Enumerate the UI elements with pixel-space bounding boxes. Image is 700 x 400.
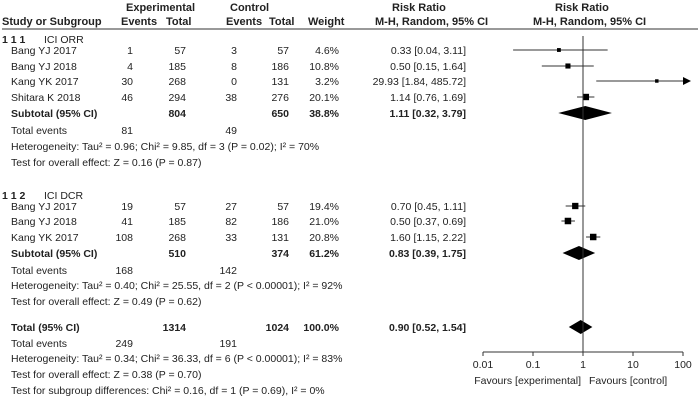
plot-area <box>473 36 692 387</box>
total-ctrl-total: 1024 <box>265 322 289 334</box>
subgroup-number: 1 1 2 <box>2 190 26 202</box>
ctrl-total: 276 <box>271 92 289 104</box>
subtotal-weight: 38.8% <box>309 108 339 120</box>
exp-events: 1 <box>127 45 133 57</box>
total-overall-effect-text: Test for overall effect: Z = 0.38 (P = 0.70) <box>11 369 202 381</box>
exp-total: 57 <box>174 201 186 213</box>
subtotal-risk-ratio-ci: 1.11 [0.32, 3.79] <box>389 108 466 120</box>
header-plot-method: M-H, Random, 95% CI <box>533 16 647 28</box>
study-name: Kang YK 2017 <box>11 76 79 88</box>
risk-ratio-ci: 1.60 [1.15, 2.22] <box>390 232 466 244</box>
study-name: Bang YJ 2018 <box>11 216 77 228</box>
x-tick-label: 0.01 <box>472 359 494 371</box>
subtotal-diamond <box>558 106 612 120</box>
exp-events: 41 <box>121 216 133 228</box>
subgroup-differences-text: Test for subgroup differences: Chi² = 0.16, df = 1 (P = 0.69), I² = 0% <box>11 385 325 397</box>
header-risk-ratio-plot: Risk Ratio <box>555 2 609 14</box>
exp-events: 19 <box>121 201 133 213</box>
total-exp-total: 1314 <box>162 322 186 334</box>
study-point <box>565 63 570 68</box>
total-weight: 100.0% <box>303 322 339 334</box>
header-weight: Weight <box>308 16 345 28</box>
ctrl-events: 27 <box>225 201 237 213</box>
study-point <box>655 79 658 82</box>
total-diamond <box>569 320 593 334</box>
heterogeneity-text: Heterogeneity: Tau² = 0.40; Chi² = 25.55, df = 2 (P < 0.00001); I² = 92% <box>11 280 343 292</box>
heterogeneity-text: Heterogeneity: Tau² = 0.96; Chi² = 9.85, df = 3 (P = 0.02); I² = 70% <box>11 141 320 153</box>
header-risk-ratio-column: Risk Ratio <box>392 2 446 14</box>
weight: 19.4% <box>309 201 339 213</box>
ctrl-events: 82 <box>225 216 237 228</box>
ctrl-total: 57 <box>277 45 289 57</box>
x-tick-label: 1 <box>580 359 586 371</box>
study-point <box>590 234 596 240</box>
subtotal-weight: 61.2% <box>309 248 339 260</box>
risk-ratio-ci: 0.33 [0.04, 3.11] <box>390 45 466 57</box>
header-exp-total: Total <box>166 16 192 28</box>
ctrl-events: 0 <box>231 76 237 88</box>
total-events-label: Total events <box>11 265 68 277</box>
ctrl-events: 8 <box>231 61 237 73</box>
weight: 4.6% <box>315 45 339 57</box>
total-heterogeneity-text: Heterogeneity: Tau² = 0.34; Chi² = 36.33, df = 6 (P < 0.00001); I² = 83% <box>11 353 343 365</box>
weight: 3.2% <box>315 76 339 88</box>
risk-ratio-ci: 29.93 [1.84, 485.72] <box>372 76 466 88</box>
exp-events: 30 <box>121 76 133 88</box>
overall-effect-text: Test for overall effect: Z = 0.16 (P = 0.87) <box>11 157 202 169</box>
study-point <box>583 94 589 100</box>
exp-total: 57 <box>174 45 186 57</box>
exp-events: 108 <box>115 232 133 244</box>
subtotal-ctrl-total: 374 <box>271 248 289 260</box>
header-ctrl-total: Total <box>269 16 295 28</box>
study-name: Bang YJ 2017 <box>11 201 77 213</box>
total-risk-ratio-ci: 0.90 [0.52, 1.54] <box>388 322 466 334</box>
risk-ratio-ci: 1.14 [0.76, 1.69] <box>390 92 466 104</box>
subtotal-exp-total: 804 <box>168 108 186 120</box>
exp-total: 185 <box>168 61 186 73</box>
ctrl-total: 131 <box>271 76 289 88</box>
favours-experimental-label: Favours [experimental] <box>474 375 581 387</box>
header-exp-events: Events <box>121 16 158 28</box>
risk-ratio-ci: 0.70 [0.45, 1.11] <box>390 201 466 213</box>
x-tick-label: 0.1 <box>525 359 541 371</box>
total-events-label: Total events <box>11 338 68 350</box>
exp-events: 46 <box>121 92 133 104</box>
study-name: Bang YJ 2018 <box>11 61 77 73</box>
risk-ratio-ci: 0.50 [0.15, 1.64] <box>390 61 466 73</box>
total-events-label: Total events <box>11 125 68 137</box>
subgroup-name: ICI DCR <box>44 190 84 202</box>
subtotal-label: Subtotal (95% CI) <box>11 108 98 120</box>
ctrl-total: 57 <box>277 201 289 213</box>
study-name: Shitara K 2018 <box>11 92 81 104</box>
total-events-ctrl: 49 <box>225 125 237 137</box>
exp-total: 185 <box>168 216 186 228</box>
study-point <box>557 48 561 52</box>
header-ctrl-events: Events <box>226 16 263 28</box>
subtotal-exp-total: 510 <box>168 248 186 260</box>
ctrl-events: 33 <box>225 232 237 244</box>
weight: 20.1% <box>309 92 339 104</box>
exp-events: 4 <box>127 61 133 73</box>
study-point <box>572 203 578 209</box>
ctrl-total: 131 <box>271 232 289 244</box>
header-study: Study or Subgroup <box>2 16 102 28</box>
total-events-ctrl: 191 <box>219 338 237 350</box>
study-ci-arrow <box>683 77 691 85</box>
total-events-exp: 168 <box>115 265 133 277</box>
ctrl-total: 186 <box>271 61 289 73</box>
x-tick-label: 100 <box>674 359 692 371</box>
total-events-ctrl: 142 <box>219 265 237 277</box>
ctrl-total: 186 <box>271 216 289 228</box>
subtotal-label: Subtotal (95% CI) <box>11 248 98 260</box>
subtotal-risk-ratio-ci: 0.83 [0.39, 1.75] <box>388 248 466 260</box>
x-tick-label: 10 <box>627 359 639 371</box>
table-rows <box>2 34 466 397</box>
exp-total: 294 <box>168 92 186 104</box>
favours-control-label: Favours [control] <box>589 375 668 387</box>
exp-total: 268 <box>168 76 186 88</box>
total-events-exp: 249 <box>115 338 133 350</box>
study-name: Kang YK 2017 <box>11 232 79 244</box>
weight: 20.8% <box>309 232 339 244</box>
header-experimental: Experimental <box>126 2 196 14</box>
subgroup-name: ICI ORR <box>44 34 84 46</box>
weight: 21.0% <box>309 216 339 228</box>
exp-total: 268 <box>168 232 186 244</box>
ctrl-events: 38 <box>225 92 237 104</box>
header-control: Control <box>230 2 270 14</box>
weight: 10.8% <box>309 61 339 73</box>
study-point <box>565 218 572 225</box>
risk-ratio-ci: 0.50 [0.37, 0.69] <box>390 216 466 228</box>
overall-effect-text: Test for overall effect: Z = 0.49 (P = 0.62) <box>11 296 202 308</box>
ctrl-events: 3 <box>231 45 237 57</box>
subtotal-ctrl-total: 650 <box>271 108 289 120</box>
header-rr-method: M-H, Random, 95% CI <box>375 16 489 28</box>
total-label: Total (95% CI) <box>11 322 80 334</box>
subtotal-diamond <box>563 246 596 260</box>
study-name: Bang YJ 2017 <box>11 45 77 57</box>
total-events-exp: 81 <box>121 125 133 137</box>
subgroup-number: 1 1 1 <box>2 34 26 46</box>
